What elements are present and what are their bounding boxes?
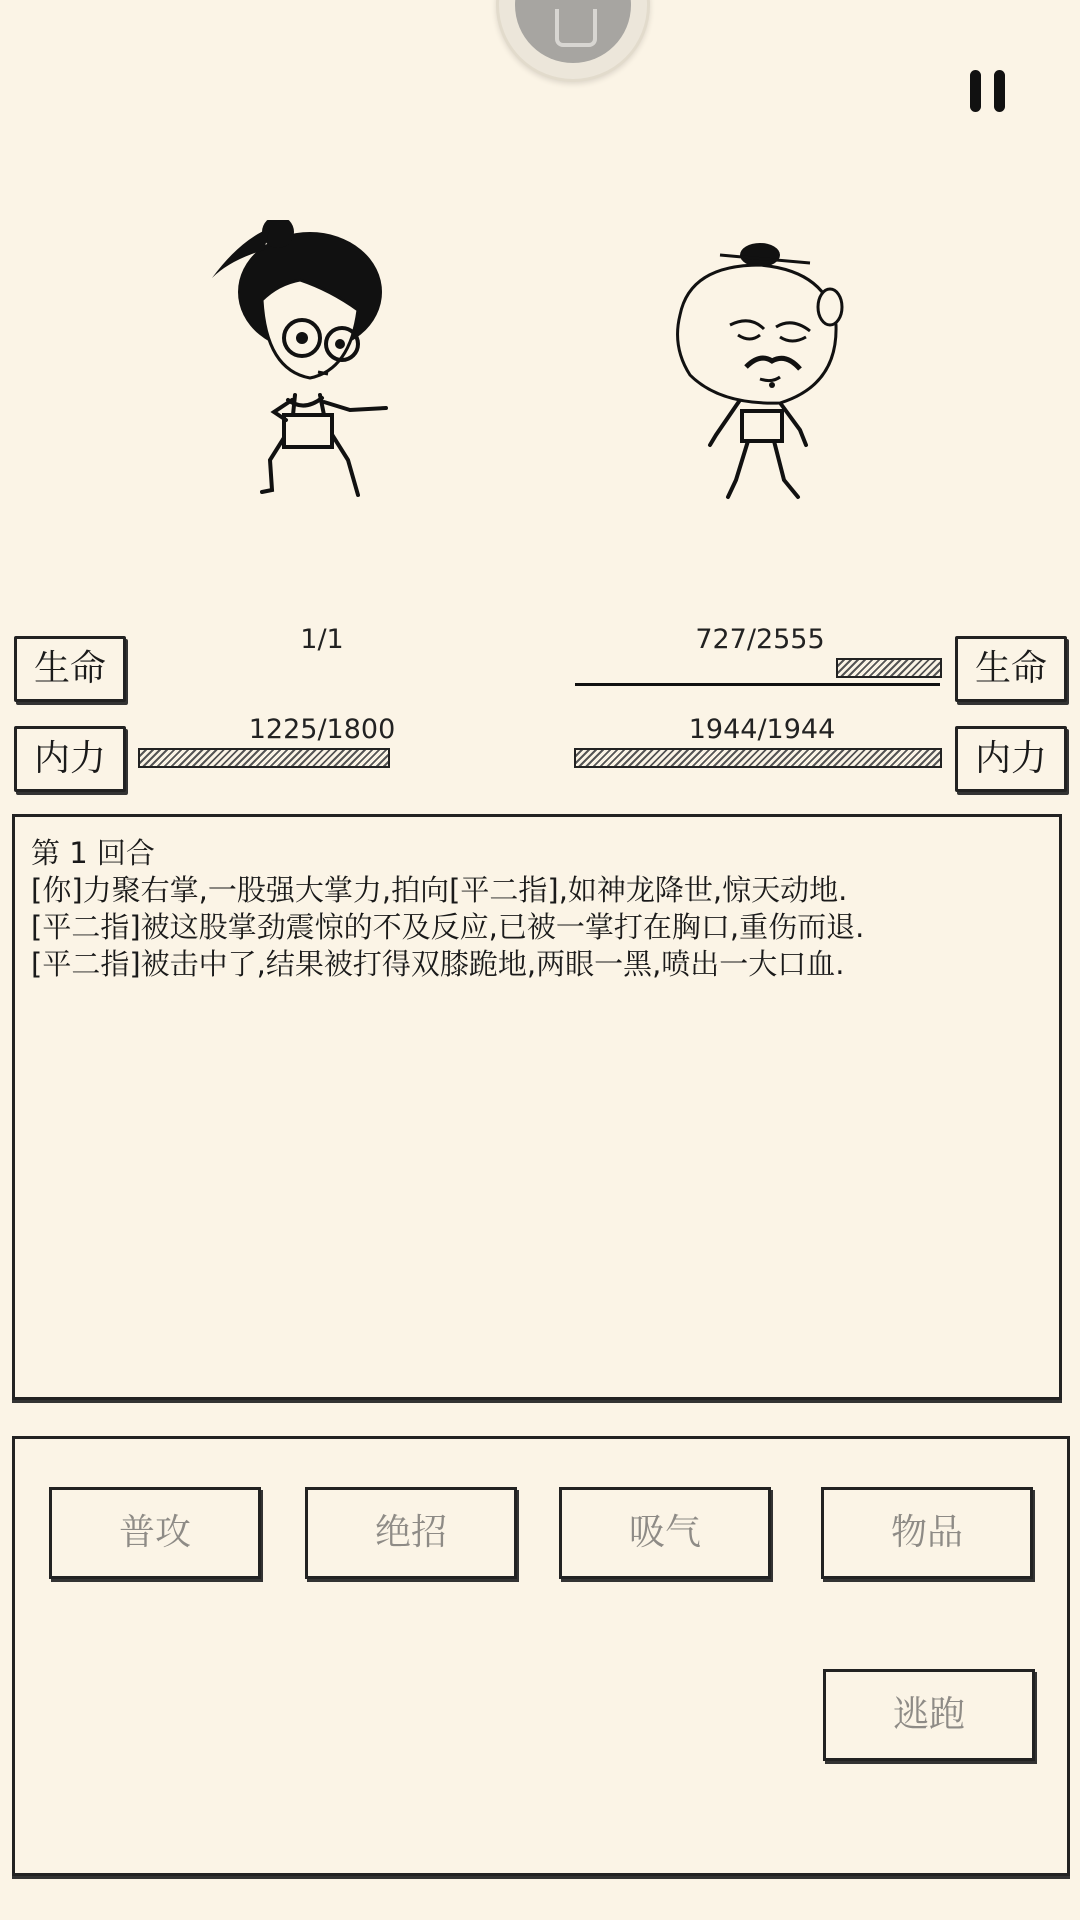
pause-button[interactable] [968,70,1012,114]
player-character [200,220,420,510]
enemy-hp-track [575,683,940,686]
player-hp-label: 生命 [14,636,126,702]
breathe-button[interactable]: 吸气 [559,1487,771,1579]
menu-round-icon [515,0,631,63]
enemy-hp-label: 生命 [955,636,1067,702]
items-button[interactable]: 物品 [821,1487,1033,1579]
ultimate-button[interactable]: 绝招 [305,1487,517,1579]
player-mp-value: 1225/1800 [248,714,396,745]
enemy-character [660,235,870,505]
log-line: [你]力聚右掌,一股强大掌力,拍向[平二指],如神龙降世,惊天动地. [31,873,848,907]
log-round: 第 1 回合 [31,836,155,870]
log-line: [平二指]被击中了,结果被打得双膝跪地,两眼一黑,喷出一大口血. [31,947,845,981]
battle-log [12,814,1062,1400]
attack-button[interactable]: 普攻 [49,1487,261,1579]
enemy-hp-bar [836,658,942,678]
player-hp-value: 1/1 [300,624,344,655]
top-menu-button[interactable] [496,0,650,82]
enemy-mp-bar [574,748,942,768]
flee-button[interactable]: 逃跑 [823,1669,1035,1761]
log-line: [平二指]被这股掌劲震惊的不及反应,已被一掌打在胸口,重伤而退. [31,910,865,944]
enemy-hp-value: 727/2555 [695,624,825,655]
enemy-mp-label: 内力 [955,726,1067,792]
pause-icon [970,70,981,112]
enemy-mp-value: 1944/1944 [688,714,836,745]
action-panel [12,1436,1070,1876]
player-mp-bar [138,748,390,768]
player-mp-label: 内力 [14,726,126,792]
